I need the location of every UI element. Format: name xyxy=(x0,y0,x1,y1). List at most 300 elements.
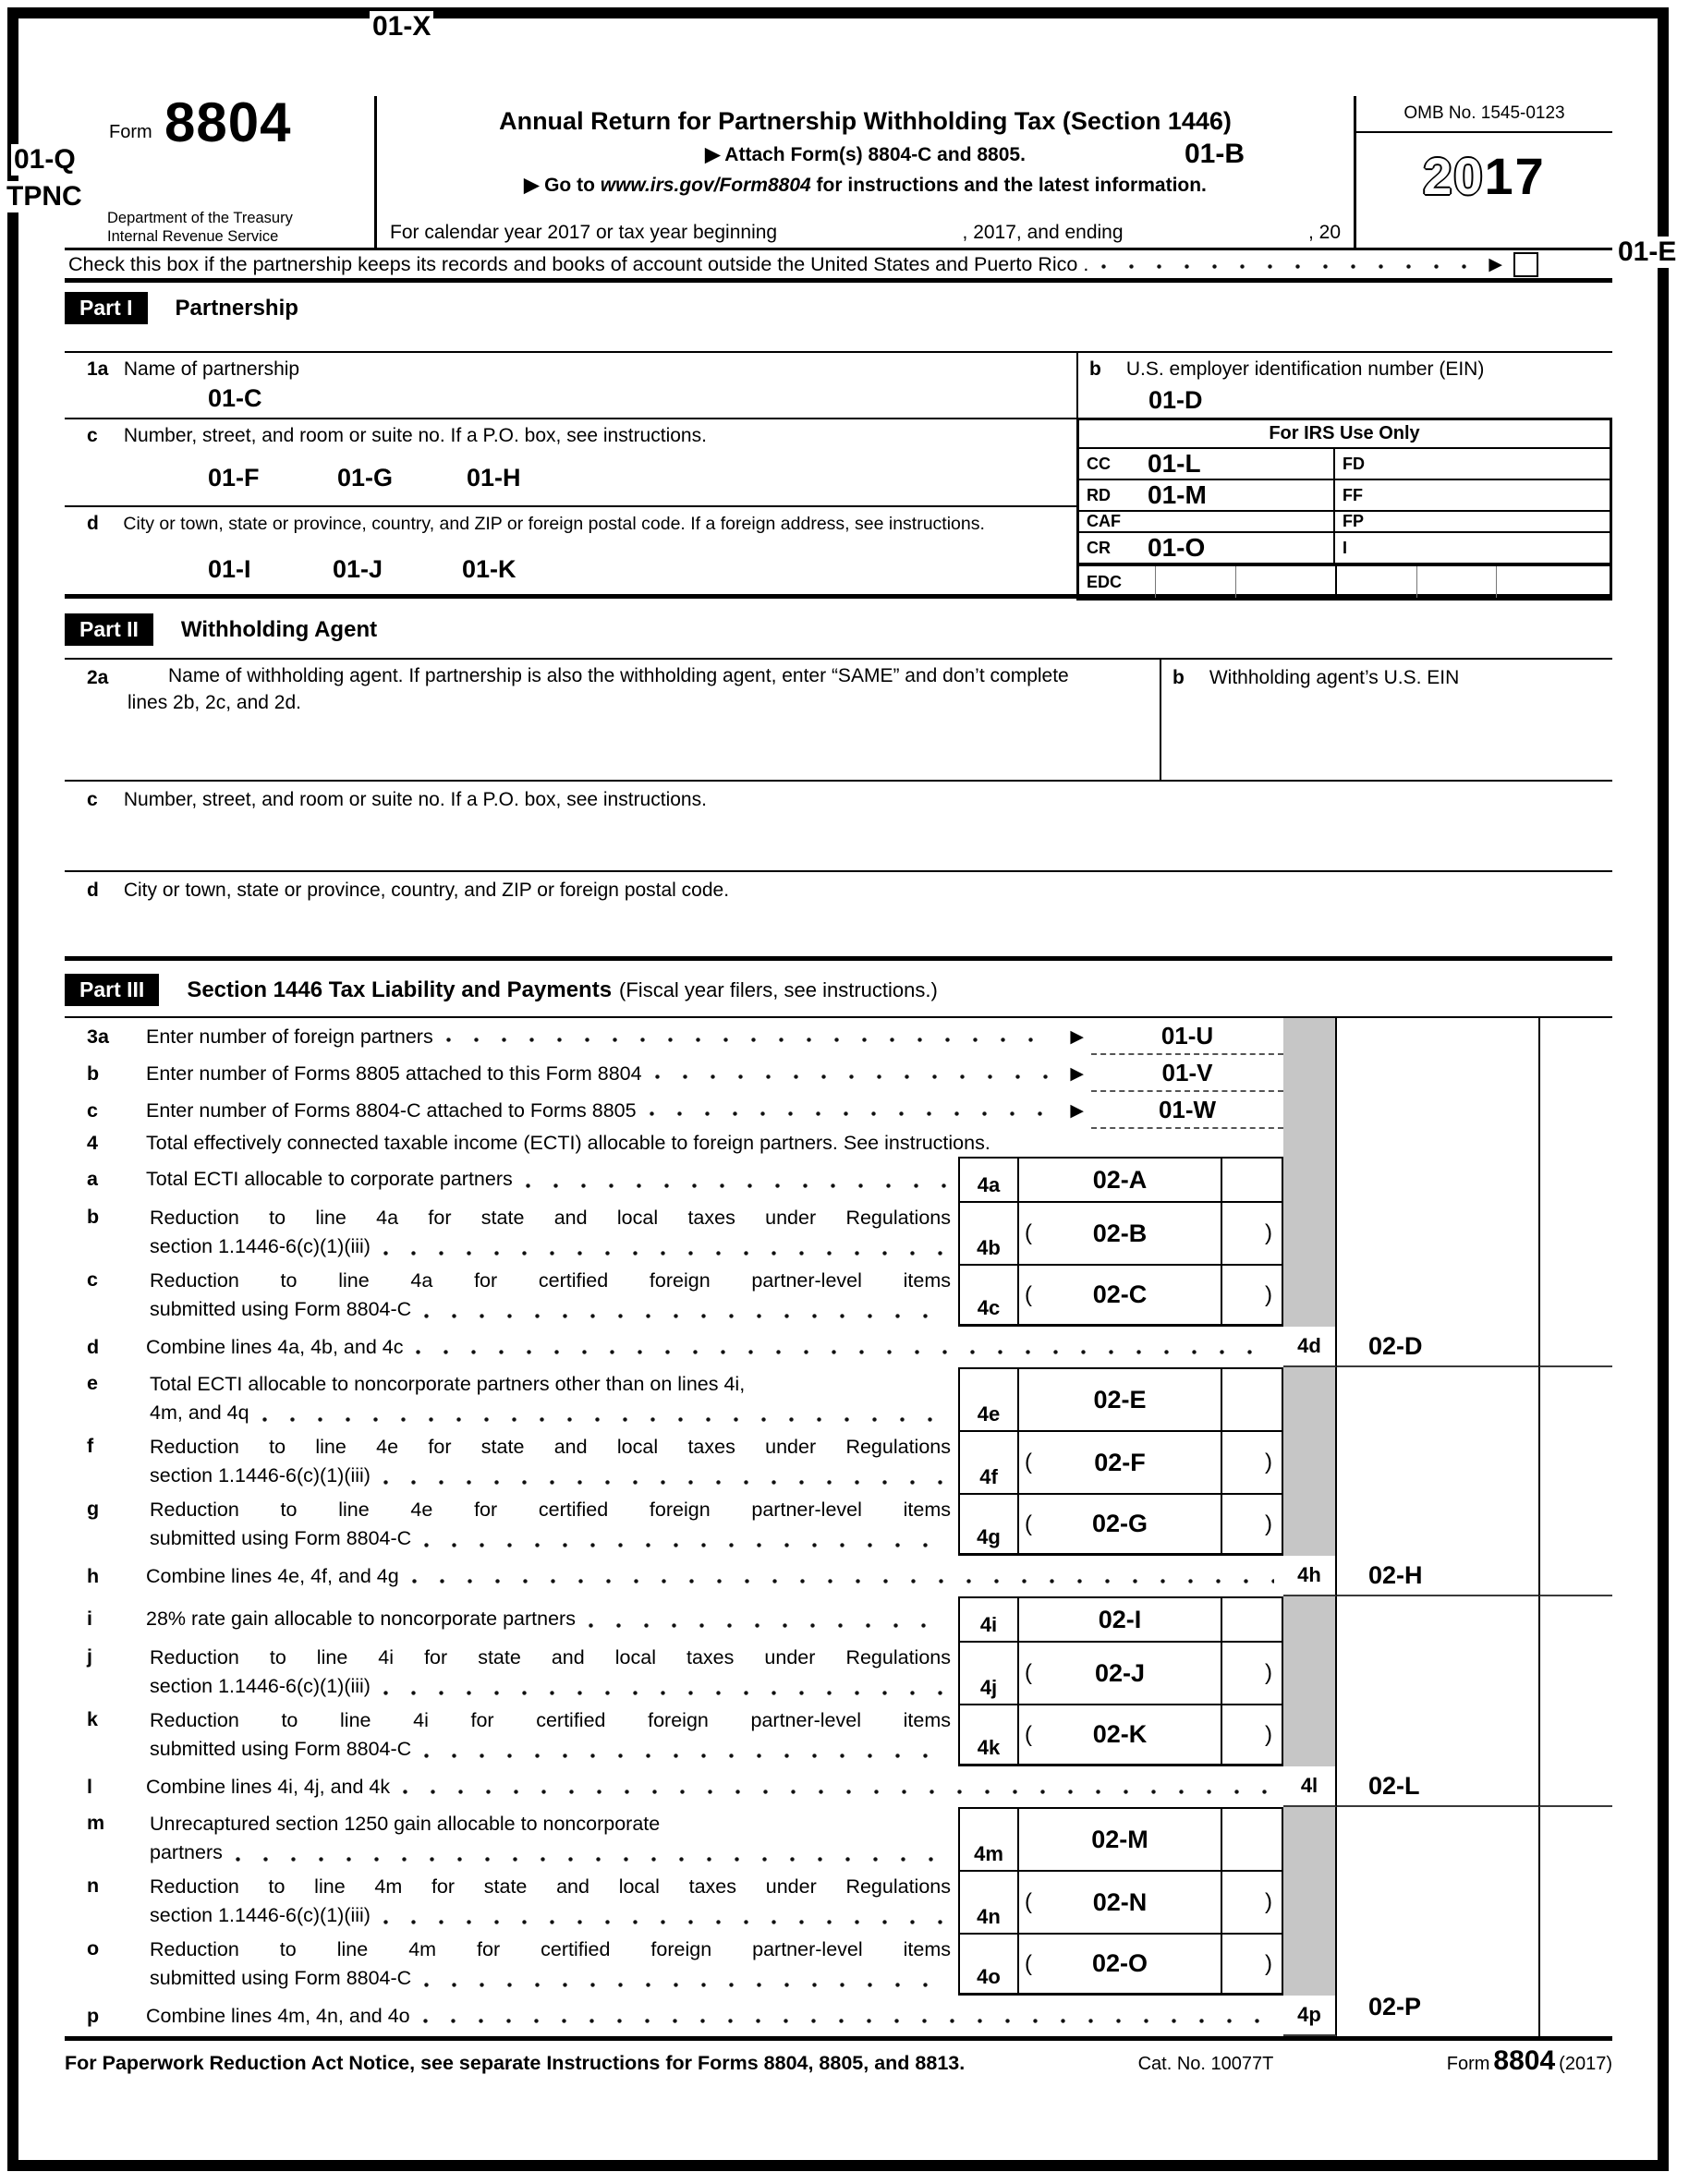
city-field-2[interactable]: 01-J xyxy=(333,555,383,583)
amount-cell xyxy=(1337,1870,1538,1933)
cc-field[interactable]: 01-L xyxy=(1148,449,1201,478)
line-number: 3a xyxy=(87,1025,109,1048)
shaded-cell xyxy=(1283,1870,1337,1933)
dot-leader xyxy=(424,1983,949,1987)
open-paren: ( xyxy=(1025,1511,1032,1536)
cents-cell xyxy=(1538,1641,1612,1704)
open-paren: ( xyxy=(1025,1281,1032,1307)
line-4c-label-2: submitted using Form 8804-C xyxy=(150,1298,412,1320)
omb-year-block xyxy=(1356,96,1612,248)
line-4f-number: 4f xyxy=(960,1432,1019,1493)
line-4f-row xyxy=(65,1430,1612,1493)
open-paren: ( xyxy=(1025,1950,1032,1976)
city-field-1[interactable]: 01-I xyxy=(208,555,251,583)
line-4m-label-1: Unrecaptured section 1250 gain allocable to noncorporate xyxy=(150,1813,661,1835)
line-4h-row xyxy=(65,1556,1612,1596)
line-number: c xyxy=(87,1098,98,1122)
cents-cell xyxy=(1538,1493,1612,1556)
cents-subcell xyxy=(1221,1872,1282,1933)
open-paren: ( xyxy=(1025,1220,1032,1245)
part3-title: Section 1446 Tax Liability and Payments xyxy=(187,977,613,1002)
line-number: 4 xyxy=(87,1131,98,1154)
cents-cell xyxy=(1538,1092,1612,1129)
cents-cell xyxy=(1538,1996,1612,2036)
dot-leader xyxy=(526,1183,949,1188)
part3-header xyxy=(65,974,938,1006)
calendar-year-line: For calendar year 2017 or tax year beginning , 2017, and ending , 20 xyxy=(390,222,1341,243)
line-4d-row xyxy=(65,1327,1612,1367)
amount-cell xyxy=(1337,1493,1538,1556)
line-4o-label-1: Reduction to line 4m for certified foreign partner-level items xyxy=(150,1938,951,1960)
line-4n-label-1: Reduction to line 4m for state and local taxes under Regulations xyxy=(150,1875,951,1898)
line-number: g xyxy=(87,1498,100,1520)
line-4e-value-field[interactable]: 02-E xyxy=(1093,1385,1147,1414)
irs-row-rd-ff xyxy=(1079,480,1610,512)
paperwork-notice: For Paperwork Reduction Act Notice, see separate Instructions for Forms 8804, 8805, and 8813. xyxy=(65,2052,966,2074)
cents-subcell xyxy=(1221,1266,1282,1324)
cents-subcell xyxy=(1221,1935,1282,1993)
line-4o-entry-box xyxy=(958,1933,1283,1996)
partnership-city-row: d City or town, state or province, country, and ZIP or foreign postal code. If a foreign address, see instructions. 01-I 01-J 01-K xyxy=(65,505,1076,599)
fd-label: FD xyxy=(1343,454,1365,473)
tax-year-end-field[interactable] xyxy=(1124,222,1308,244)
line-4j-row xyxy=(65,1641,1612,1704)
agency-block xyxy=(107,209,293,246)
street-field-3[interactable]: 01-H xyxy=(467,464,521,491)
ein-cell: b U.S. employer identification number (EIN) 01-D xyxy=(1076,353,1612,418)
irs-row-caf-fp xyxy=(1079,512,1610,533)
line-number: a xyxy=(87,1167,98,1190)
line-3c-row xyxy=(65,1092,1612,1129)
form-title: Annual Return for Partnership Withholding Tax (Section 1446) xyxy=(499,107,1232,135)
line-4i-label: 28% rate gain allocable to noncorporate partners xyxy=(146,1607,576,1630)
street-field-1[interactable]: 01-F xyxy=(208,464,260,491)
cents-subcell xyxy=(1221,1598,1282,1641)
dot-leader xyxy=(589,1623,949,1628)
part1-header xyxy=(65,292,298,324)
amount-cell xyxy=(1337,1596,1538,1641)
cents-cell xyxy=(1538,1367,1612,1430)
line-4l-number-cell: 4l xyxy=(1283,1766,1337,1807)
ein-label: U.S. employer identification number (EIN) xyxy=(1125,358,1485,380)
arrow-icon: ▶ xyxy=(1489,254,1502,274)
cr-label: CR xyxy=(1087,538,1111,557)
partnership-street-row: c Number, street, and room or suite no. If a P.O. box, see instructions. 01-F 01-G 01-H xyxy=(65,418,1076,505)
rd-field[interactable]: 01-M xyxy=(1148,480,1207,509)
line-4h-value-field[interactable]: 02-H xyxy=(1337,1556,1538,1596)
line-4c-label-1: Reduction to line 4a for certified foreign partner-level items xyxy=(150,1269,951,1292)
line-3a-row xyxy=(65,1018,1612,1055)
amount-cell xyxy=(1337,1157,1538,1201)
cents-cell xyxy=(1538,1766,1612,1807)
withholding-agent-ein-cell[interactable]: b Withholding agent’s U.S. EIN xyxy=(1160,660,1612,780)
line-4k-row xyxy=(65,1704,1612,1766)
line-3c-label: Enter number of Forms 8804-C attached to Forms 8805 xyxy=(146,1098,637,1122)
dot-leader xyxy=(412,1579,1274,1583)
cents-cell xyxy=(1538,1556,1612,1596)
line-3c-value-field[interactable]: 01-W xyxy=(1091,1092,1283,1129)
shaded-cell xyxy=(1283,1157,1337,1201)
cents-cell xyxy=(1538,1596,1612,1641)
line-4i-number: 4i xyxy=(960,1598,1019,1641)
line-4o-number: 4o xyxy=(960,1935,1019,1993)
shaded-cell xyxy=(1283,1264,1337,1327)
withholding-agent-city-row[interactable]: d City or town, state or province, country, and ZIP or foreign postal code. xyxy=(87,880,730,901)
partnership-name-row: 1a Name of partnership 01-C xyxy=(87,358,300,412)
form-header xyxy=(65,91,1612,248)
shaded-cell xyxy=(1283,1129,1337,1157)
irs-row-cc-fd xyxy=(1079,449,1610,480)
line-4c-number: 4c xyxy=(960,1266,1019,1324)
part2-badge: Part II xyxy=(65,613,153,646)
edc-cell xyxy=(1335,566,1416,598)
line-4e-label-2: 4m, and 4q xyxy=(150,1401,249,1424)
irs-use-only-box xyxy=(1076,418,1612,601)
ein-field[interactable]: 01-D xyxy=(1148,386,1203,414)
line-3a-value-field[interactable]: 01-U xyxy=(1091,1018,1283,1055)
line-number: c xyxy=(87,1268,98,1291)
amount-cell xyxy=(1337,1129,1538,1157)
cents-cell xyxy=(1538,1201,1612,1264)
line-4p-value-field[interactable]: 02-P xyxy=(1368,1992,1422,2020)
close-paren: ) xyxy=(1265,1511,1272,1536)
shaded-cell xyxy=(1283,1430,1337,1493)
amount-cell xyxy=(1337,1367,1538,1430)
title-block xyxy=(374,96,1356,248)
i-label: I xyxy=(1343,538,1348,557)
cents-cell xyxy=(1538,1704,1612,1766)
line-4a-row xyxy=(65,1157,1612,1201)
edc-cell xyxy=(1155,566,1235,598)
irs-label: Internal Revenue Service xyxy=(107,228,279,245)
dot-leader xyxy=(655,1074,1054,1079)
tax-year: 2017 xyxy=(1423,147,1546,205)
line-4g-row xyxy=(65,1493,1612,1556)
line-4e-entry-box xyxy=(958,1367,1283,1430)
amount-cell xyxy=(1337,1018,1538,1055)
cents-subcell xyxy=(1221,1495,1282,1553)
annotation-01b: 01-B xyxy=(1184,139,1245,169)
dot-leader xyxy=(423,2019,1274,2023)
amount-cell xyxy=(1337,1055,1538,1092)
line-number: b xyxy=(87,1062,100,1085)
line-number: p xyxy=(87,2004,100,2027)
shaded-cell xyxy=(1283,1367,1337,1430)
omb-number: OMB No. 1545-0123 xyxy=(1403,103,1565,123)
shaded-cell xyxy=(1283,1018,1337,1055)
catalog-number: Cat. No. 10077T xyxy=(1137,2054,1274,2074)
line-4o-label-2: submitted using Form 8804-C xyxy=(150,1967,412,1989)
part1-right-column xyxy=(1076,353,1612,594)
line-4b-number: 4b xyxy=(960,1203,1019,1264)
edc-cell xyxy=(1416,566,1496,598)
line-4g-value-field[interactable]: ( 02-G xyxy=(1025,1510,1148,1537)
irs-row-edc xyxy=(1079,564,1610,598)
cr-field[interactable]: 01-O xyxy=(1148,533,1206,562)
line-4n-label-2: section 1.1446-6(c)(1)(iii) xyxy=(150,1904,371,1926)
cents-subcell xyxy=(1221,1643,1282,1704)
dot-leader xyxy=(403,1790,1274,1794)
line-4j-label-2: section 1.1446-6(c)(1)(iii) xyxy=(150,1675,371,1697)
partnership-street-label: Number, street, and room or suite no. If a P.O. box, see instructions. xyxy=(123,425,707,446)
line-number: d xyxy=(87,1335,100,1358)
line-number: n xyxy=(87,1875,100,1897)
dot-leader xyxy=(416,1350,1274,1354)
line-4i-value-field[interactable]: 02-I xyxy=(1098,1605,1142,1633)
line-4c-entry-box xyxy=(958,1264,1283,1327)
annotation-tpnc: TPNC xyxy=(4,181,85,212)
line-4n-value-field[interactable]: ( 02-N xyxy=(1025,1887,1148,1916)
cents-cell xyxy=(1538,1870,1612,1933)
dot-leader xyxy=(383,1920,949,1924)
line-4-label: Total effectively connected taxable income (ECTI) allocable to foreign partners. See instructions. xyxy=(146,1131,990,1154)
dot-leader xyxy=(424,1543,949,1547)
line-4b-value-field[interactable]: ( 02-B xyxy=(1025,1219,1148,1247)
shaded-cell xyxy=(1283,1201,1337,1264)
line-4d-label: Combine lines 4a, 4b, and 4c xyxy=(146,1335,404,1358)
cc-label: CC xyxy=(1087,454,1111,473)
line-4a-entry-box xyxy=(958,1157,1283,1201)
shaded-cell xyxy=(1283,1055,1337,1092)
dot-leader xyxy=(383,1251,949,1256)
line-4a-value-field[interactable]: 02-A xyxy=(1092,1165,1148,1194)
irs-row-cr-i xyxy=(1079,533,1610,564)
close-paren: ) xyxy=(1265,1281,1272,1307)
form-footer-id: Form 8804 (2017) xyxy=(1446,2045,1612,2076)
withholding-agent-street-label: Number, street, and room or suite no. If a P.O. box, see instructions. xyxy=(123,789,707,810)
part3-subtitle: (Fiscal year filers, see instructions.) xyxy=(619,977,938,1001)
amount-cell xyxy=(1337,1641,1538,1704)
line-4e-label-1: Total ECTI allocable to noncorporate partners other than on lines 4i, xyxy=(150,1373,746,1395)
shaded-cell xyxy=(1283,1596,1337,1641)
line-4b-label-1: Reduction to line 4a for state and local taxes under Regulations xyxy=(150,1207,951,1229)
line-3b-value-field[interactable]: 01-V xyxy=(1091,1055,1283,1092)
cents-cell xyxy=(1538,1327,1612,1367)
partnership-city-label: City or town, state or province, country, and ZIP or foreign postal code. If a foreign address, see instructions. xyxy=(123,514,985,534)
line-4l-label: Combine lines 4i, 4j, and 4k xyxy=(146,1775,391,1798)
arrow-icon: ▶ xyxy=(1070,1026,1084,1047)
records-outside-us-checkbox[interactable] xyxy=(1513,252,1538,277)
line-4f-label-2: section 1.1446-6(c)(1)(iii) xyxy=(150,1464,371,1486)
partnership-name-field[interactable]: 01-C xyxy=(208,384,262,412)
line-number: e xyxy=(87,1372,98,1394)
city-field-3[interactable]: 01-K xyxy=(462,555,516,583)
line-4m-value-field[interactable]: 02-M xyxy=(1091,1825,1148,1853)
close-paren: ) xyxy=(1265,1220,1272,1245)
cents-subcell xyxy=(1221,1705,1282,1764)
cents-cell xyxy=(1538,1430,1612,1493)
line-4a-number: 4a xyxy=(960,1159,1019,1201)
close-paren: ) xyxy=(1265,1450,1272,1474)
cents-subcell xyxy=(1221,1432,1282,1493)
line-4k-entry-box xyxy=(958,1704,1283,1766)
line-number: l xyxy=(87,1775,92,1798)
line-4g-label-2: submitted using Form 8804-C xyxy=(150,1527,412,1549)
cents-subcell xyxy=(1221,1809,1282,1870)
line-number: k xyxy=(87,1708,98,1730)
line-number: j xyxy=(87,1645,92,1668)
line-number: i xyxy=(87,1607,92,1630)
line-4o-row xyxy=(65,1933,1612,1996)
line-4g-entry-box xyxy=(958,1493,1283,1556)
line-4l-row xyxy=(65,1766,1612,1807)
line-3a-label: Enter number of foreign partners xyxy=(146,1025,433,1048)
dot-leader xyxy=(424,1753,949,1758)
line-4g-label-1: Reduction to line 4e for certified foreign partner-level items xyxy=(150,1498,951,1521)
line-4k-value-field[interactable]: ( 02-K xyxy=(1025,1720,1148,1748)
shaded-cell xyxy=(1283,1933,1337,1996)
shaded-cell xyxy=(1283,1641,1337,1704)
line-4o-value-field[interactable]: ( 02-O xyxy=(1025,1949,1148,1977)
arrow-icon: ▶ xyxy=(1070,1100,1084,1121)
close-paren: ) xyxy=(1265,1889,1272,1914)
line-4b-entry-box xyxy=(958,1201,1283,1264)
fp-label: FP xyxy=(1343,512,1365,530)
edc-cell xyxy=(1496,566,1610,598)
amount-cell xyxy=(1337,1201,1538,1264)
cents-cell xyxy=(1538,1018,1612,1055)
form-word: Form xyxy=(109,122,152,142)
open-paren: ( xyxy=(1025,1889,1032,1914)
shaded-cell xyxy=(1283,1092,1337,1129)
line-4j-label-1: Reduction to line 4i for state and local taxes under Regulations xyxy=(150,1646,951,1668)
annotation-01q: 01-Q xyxy=(11,144,79,176)
line-4j-number: 4j xyxy=(960,1643,1019,1704)
amount-cell xyxy=(1337,1264,1538,1327)
dept-treasury-label: Department of the Treasury xyxy=(107,210,293,226)
withholding-agent-ein-label: Withholding agent’s U.S. EIN xyxy=(1209,667,1460,688)
annotation-01x: 01-X xyxy=(370,11,433,42)
line-4p-row xyxy=(65,1992,1612,2036)
part1-badge: Part I xyxy=(65,292,148,324)
line-4d-value-field[interactable]: 02-D xyxy=(1337,1327,1538,1367)
line-4m-number: 4m xyxy=(960,1809,1019,1870)
amount-cell xyxy=(1337,1807,1538,1870)
close-paren: ) xyxy=(1265,1950,1272,1976)
part1-left-column xyxy=(65,353,1076,594)
form-number-footer: 8804 xyxy=(1493,2045,1556,2076)
tax-year-begin-field[interactable] xyxy=(777,222,962,244)
dot-leader xyxy=(236,1857,949,1862)
part3-table xyxy=(65,1016,1612,2041)
dot-leader xyxy=(424,1314,949,1318)
line-number: b xyxy=(87,1206,100,1228)
close-paren: ) xyxy=(1265,1660,1272,1685)
shaded-cell xyxy=(1283,1704,1337,1766)
withholding-agent-street-row[interactable]: c Number, street, and room or suite no. If a P.O. box, see instructions. xyxy=(65,782,1612,872)
line-4l-value-field[interactable]: 02-L xyxy=(1337,1766,1538,1807)
street-field-2[interactable]: 01-G xyxy=(337,464,394,491)
annotation-01e: 01-E xyxy=(1615,237,1679,268)
cents-cell xyxy=(1538,1157,1612,1201)
form-id-block xyxy=(65,91,374,248)
amount-cell xyxy=(1337,1092,1538,1129)
line-4n-row xyxy=(65,1870,1612,1933)
line-4n-entry-box xyxy=(958,1870,1283,1933)
line-4b-row xyxy=(65,1201,1612,1264)
cents-subcell xyxy=(1221,1203,1282,1264)
line-4g-number: 4g xyxy=(960,1495,1019,1553)
dot-leader xyxy=(446,1037,1054,1042)
ff-label: FF xyxy=(1343,485,1363,504)
line-4p-label: Combine lines 4m, 4n, and 4o xyxy=(146,2004,410,2027)
cents-subcell xyxy=(1221,1369,1282,1430)
records-outside-us-row xyxy=(65,248,1612,283)
line-4-row xyxy=(65,1129,1612,1157)
withholding-agent-name-label: Name of withholding agent. If partnership is also the withholding agent, enter “SAME” and don’t complete lines 2b, 2c, and 2d. xyxy=(128,665,1069,713)
part2-header xyxy=(65,613,377,646)
line-number: f xyxy=(87,1435,94,1457)
line-4a-label: Total ECTI allocable to corporate partners xyxy=(146,1167,513,1190)
amount-cell xyxy=(1337,1933,1538,1996)
line-4c-value-field[interactable]: ( 02-C xyxy=(1025,1280,1148,1308)
dot-leader xyxy=(262,1417,949,1422)
goto-instruction: ▶ Go to www.irs.gov/Form8804 for instructions and the latest information. xyxy=(524,175,1207,196)
irs-url: www.irs.gov/Form8804 xyxy=(600,175,811,196)
form-footer xyxy=(65,2045,1612,2077)
line-number: m xyxy=(87,1812,105,1834)
withholding-agent-city-label: City or town, state or province, country, and ZIP or foreign postal code. xyxy=(123,880,730,901)
line-3b-label: Enter number of Forms 8805 attached to this Form 8804 xyxy=(146,1062,642,1085)
dot-leader xyxy=(383,1691,949,1695)
dot-leader xyxy=(1101,264,1472,269)
line-4e-number: 4e xyxy=(960,1369,1019,1430)
line-4i-row xyxy=(65,1596,1612,1641)
part2-table xyxy=(65,658,1612,961)
dot-leader xyxy=(383,1480,949,1485)
open-paren: ( xyxy=(1025,1660,1032,1685)
line-4f-value-field[interactable]: ( 02-F xyxy=(1025,1448,1146,1476)
line-4e-row xyxy=(65,1367,1612,1430)
line-4j-entry-box xyxy=(958,1641,1283,1704)
form-number: 8804 xyxy=(164,91,292,153)
close-paren: ) xyxy=(1265,1721,1272,1747)
dot-leader xyxy=(650,1111,1054,1116)
line-3b-row xyxy=(65,1055,1612,1092)
edc-label: EDC xyxy=(1087,572,1123,591)
rd-label: RD xyxy=(1087,485,1111,504)
withholding-agent-name-cell[interactable]: 2a Name of withholding agent. If partnership is also the withholding agent, enter “SAME” and don’t complete lines 2b, 2c, and 2d. xyxy=(65,660,1160,780)
line-4i-entry-box xyxy=(958,1596,1283,1641)
line-4k-label-2: submitted using Form 8804-C xyxy=(150,1738,412,1760)
line-4c-row xyxy=(65,1264,1612,1327)
line-4k-number: 4k xyxy=(960,1705,1019,1764)
partnership-name-label: Name of partnership xyxy=(123,358,300,380)
line-4b-label-2: section 1.1446-6(c)(1)(iii) xyxy=(150,1235,371,1257)
line-number: h xyxy=(87,1564,100,1587)
cents-cell xyxy=(1538,1264,1612,1327)
cents-cell xyxy=(1538,1055,1612,1092)
line-4p-number-cell: 4p xyxy=(1283,1996,1337,2036)
attach-instruction: ▶ Attach Form(s) 8804-C and 8805. xyxy=(705,144,1026,165)
line-4k-label-1: Reduction to line 4i for certified foreign partner-level items xyxy=(150,1709,951,1731)
part2-title: Withholding Agent xyxy=(180,616,378,642)
line-4j-value-field[interactable]: ( 02-J xyxy=(1025,1658,1146,1687)
cents-cell xyxy=(1538,1129,1612,1157)
line-4m-label-2: partners xyxy=(150,1841,223,1863)
line-4f-entry-box xyxy=(958,1430,1283,1493)
line-4d-number-cell: 4d xyxy=(1283,1327,1337,1367)
line-4n-number: 4n xyxy=(960,1872,1019,1933)
edc-cell xyxy=(1235,566,1335,598)
irs-use-only-title: For IRS Use Only xyxy=(1079,420,1610,449)
line-4h-label: Combine lines 4e, 4f, and 4g xyxy=(146,1564,399,1587)
part3-badge: Part III xyxy=(65,974,159,1006)
caf-label: CAF xyxy=(1087,512,1121,530)
amount-cell xyxy=(1337,1704,1538,1766)
shaded-cell xyxy=(1283,1807,1337,1870)
amount-cell xyxy=(1337,1430,1538,1493)
